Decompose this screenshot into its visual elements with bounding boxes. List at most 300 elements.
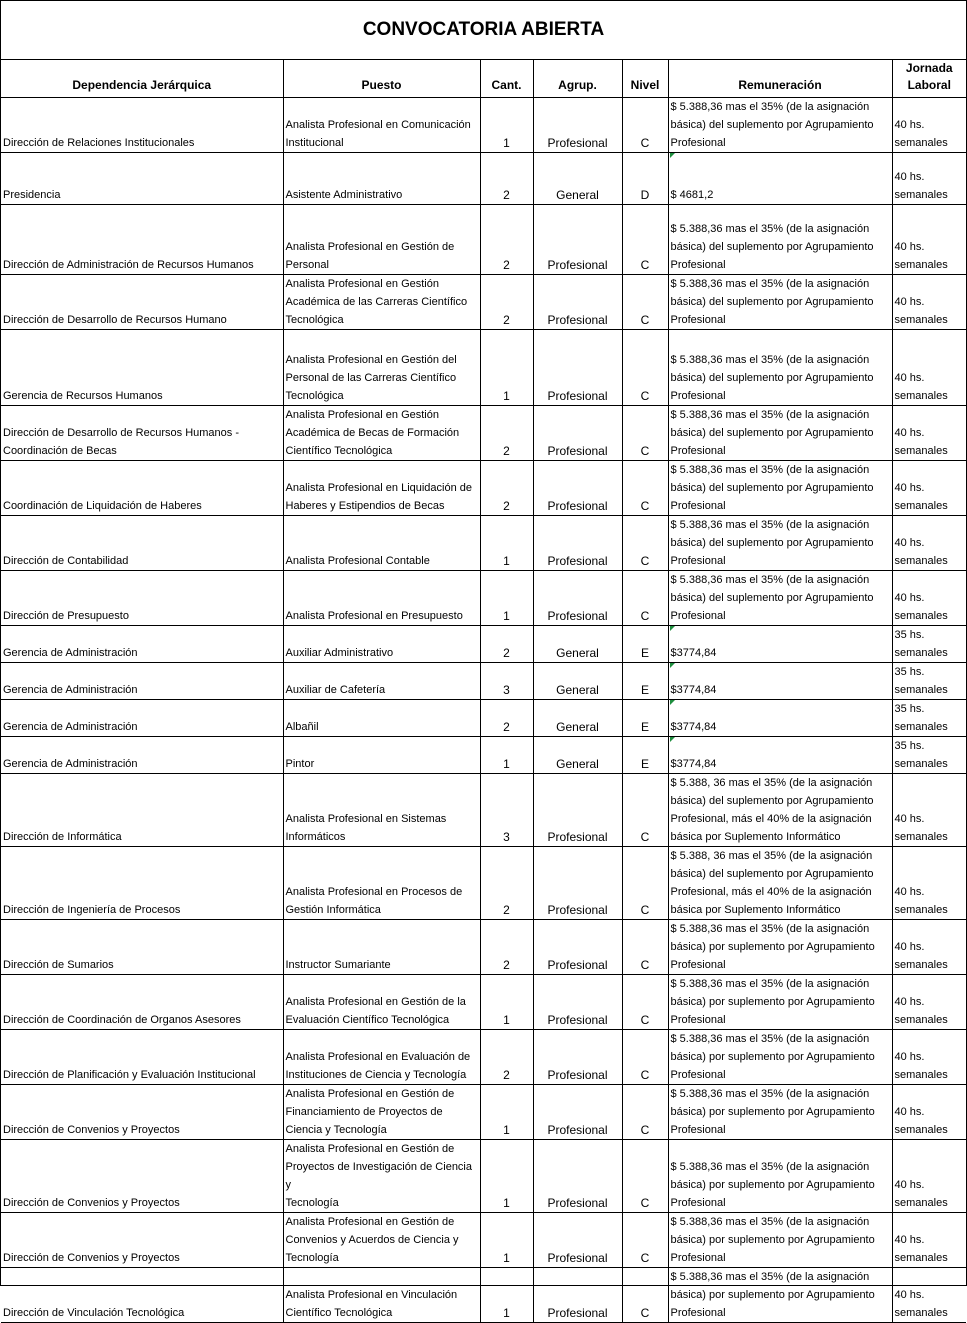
table-row — [1, 737, 966, 774]
puesto-cell-text: Analista Profesional en Gestión Académica de las Carreras Científico Tecnológica — [285, 278, 468, 326]
puesto-cell[interactable] — [283, 153, 480, 205]
dependencia-cell[interactable] — [1, 98, 283, 153]
table-row — [1, 1213, 966, 1268]
nivel-cell[interactable] — [622, 406, 668, 461]
dependencia-cell[interactable] — [1, 571, 283, 626]
puesto-cell-text: Analista Profesional en Gestión Académica de Becas de Formación Científico Tecnológica — [285, 409, 460, 457]
remuneracion-cell[interactable] — [668, 774, 892, 847]
agrupamiento-cell[interactable] — [533, 275, 622, 330]
jornada-cell-text: 40 hs. semanales — [894, 1289, 948, 1319]
agrupamiento-cell[interactable] — [533, 406, 622, 461]
cantidad-cell-text: 2 — [503, 444, 510, 458]
dependencia-cell-text: Gerencia de Administración — [3, 647, 138, 659]
dependencia-cell-text: Dirección de Relaciones Institucionales — [3, 137, 195, 149]
cantidad-cell-text: 2 — [503, 720, 510, 734]
cantidad-cell[interactable] — [480, 1140, 533, 1213]
puesto-cell-text: Analista Profesional en Gestión de Proyectos de Investigación de Ciencia y Tecnología — [285, 1143, 472, 1209]
agrupamiento-cell[interactable] — [533, 737, 622, 774]
remuneracion-cell[interactable] — [668, 275, 892, 330]
dependencia-cell[interactable] — [1, 847, 283, 920]
dependencia-cell[interactable] — [1, 153, 283, 205]
nivel-cell[interactable] — [622, 700, 668, 737]
cantidad-cell[interactable] — [480, 626, 533, 663]
jornada-cell-text: 35 hs. semanales — [894, 703, 948, 733]
puesto-cell[interactable] — [283, 847, 480, 920]
cantidad-cell-text: 1 — [503, 1123, 510, 1137]
nivel-cell-text: C — [640, 1068, 650, 1082]
cantidad-cell[interactable] — [480, 920, 533, 975]
agrupamiento-cell-text: General — [556, 188, 599, 202]
agrupamiento-cell[interactable] — [533, 1213, 622, 1268]
dependencia-cell[interactable] — [1, 920, 283, 975]
header-puesto: Puesto — [283, 60, 480, 98]
jornada-cell-text: 35 hs. semanales — [894, 666, 948, 696]
puesto-cell-text: Auxiliar de Cafetería — [285, 684, 386, 696]
nivel-cell[interactable] — [622, 330, 668, 406]
dependencia-cell-text: Dirección de Convenios y Proyectos — [3, 1252, 180, 1264]
agrupamiento-cell[interactable] — [533, 1268, 622, 1323]
cantidad-cell[interactable] — [480, 1030, 533, 1085]
jornada-cell[interactable] — [892, 1268, 966, 1323]
cantidad-cell-text: 3 — [503, 830, 510, 844]
puesto-cell[interactable] — [283, 1085, 480, 1140]
dependencia-cell-text: Dirección de Planificación y Evaluación Institucional — [3, 1069, 256, 1081]
cantidad-cell-text: 2 — [503, 646, 510, 660]
nivel-cell[interactable] — [622, 153, 668, 205]
jornada-cell[interactable] — [892, 774, 966, 847]
dependencia-cell[interactable] — [1, 1030, 283, 1085]
puesto-cell-text: Pintor — [285, 758, 315, 770]
jornada-cell[interactable] — [892, 626, 966, 663]
vacancies-table — [1, 60, 966, 1323]
puesto-cell-text: Analista Profesional en Vinculación Científico Tecnológica — [285, 1289, 458, 1319]
nivel-cell[interactable] — [622, 737, 668, 774]
jornada-cell-text: 40 hs. semanales — [894, 171, 948, 201]
agrupamiento-cell-text: Profesional — [547, 830, 608, 844]
jornada-cell-text: 40 hs. semanales — [894, 427, 948, 457]
agrupamiento-cell[interactable] — [533, 847, 622, 920]
agrupamiento-cell[interactable] — [533, 1085, 622, 1140]
nivel-cell[interactable] — [622, 920, 668, 975]
nivel-cell[interactable] — [622, 461, 668, 516]
dependencia-cell-text: Dirección de Vinculación Tecnológica — [3, 1307, 185, 1319]
puesto-cell[interactable] — [283, 663, 480, 700]
dependencia-cell[interactable] — [1, 406, 283, 461]
comment-indicator-icon — [670, 153, 675, 158]
remuneracion-cell-text: $ 5.388,36 mas el 35% (de la asignación básica) por suplemento por Agrupamiento Profesional — [670, 1088, 875, 1136]
remuneracion-cell-text: $3774,84 — [670, 721, 717, 733]
jornada-cell-text: 40 hs. semanales — [894, 592, 948, 622]
agrupamiento-cell-text: Profesional — [547, 136, 608, 150]
agrupamiento-cell[interactable] — [533, 920, 622, 975]
remuneracion-cell-text: $ 4681,2 — [670, 189, 714, 201]
cantidad-cell[interactable] — [480, 1213, 533, 1268]
puesto-cell-text: Analista Profesional en Gestión de Financiamiento de Proyectos de Ciencia y Tecnología — [285, 1088, 455, 1136]
remuneracion-cell-text: $ 5.388,36 mas el 35% (de la asignación básica) por suplemento por Agrupamiento Profesional — [670, 923, 875, 971]
puesto-cell[interactable] — [283, 920, 480, 975]
table-row — [1, 516, 966, 571]
dependencia-cell[interactable] — [1, 275, 283, 330]
agrupamiento-cell[interactable] — [533, 1030, 622, 1085]
table-row — [1, 571, 966, 626]
nivel-cell-text: C — [640, 554, 650, 568]
dependencia-cell[interactable] — [1, 1140, 283, 1213]
puesto-cell-text: Asistente Administrativo — [285, 189, 403, 201]
jornada-cell-text: 40 hs. semanales — [894, 296, 948, 326]
nivel-cell[interactable] — [622, 1085, 668, 1140]
cantidad-cell-text: 1 — [503, 554, 510, 568]
header-jornada: Jornada Laboral — [892, 60, 966, 98]
remuneracion-cell[interactable] — [668, 975, 892, 1030]
page-title: CONVOCATORIA ABIERTA — [1, 1, 966, 60]
puesto-cell[interactable] — [283, 700, 480, 737]
cantidad-cell[interactable] — [480, 205, 533, 275]
nivel-cell-text: C — [640, 1196, 650, 1210]
table-row — [1, 663, 966, 700]
nivel-cell-text: C — [640, 1013, 650, 1027]
remuneracion-cell[interactable] — [668, 516, 892, 571]
remuneracion-cell[interactable] — [668, 1085, 892, 1140]
table-row — [1, 98, 966, 153]
nivel-cell[interactable] — [622, 774, 668, 847]
dependencia-cell-text: Dirección de Convenios y Proyectos — [3, 1197, 180, 1209]
cantidad-cell[interactable] — [480, 737, 533, 774]
cantidad-cell[interactable] — [480, 330, 533, 406]
dependencia-cell[interactable] — [1, 737, 283, 774]
remuneracion-cell-text: $ 5.388,36 mas el 35% (de la asignación básica) del suplemento por Agrupamiento Profesional — [670, 574, 874, 622]
puesto-cell-text: Analista Profesional en Procesos de Gestión Informática — [285, 886, 463, 916]
jornada-cell-text: 35 hs. semanales — [894, 629, 948, 659]
table-row — [1, 153, 966, 205]
agrupamiento-cell-text: Profesional — [547, 389, 608, 403]
cantidad-cell-text: 3 — [503, 683, 510, 697]
puesto-cell-text: Analista Profesional en Sistemas Informáticos — [285, 813, 447, 843]
puesto-cell-text: Instructor Sumariante — [285, 959, 391, 971]
remuneracion-cell[interactable] — [668, 406, 892, 461]
dependencia-cell[interactable] — [1, 1268, 283, 1323]
jornada-cell-text: 40 hs. semanales — [894, 537, 948, 567]
cantidad-cell[interactable] — [480, 571, 533, 626]
jornada-cell[interactable] — [892, 920, 966, 975]
dependencia-cell-text: Dirección de Desarrollo de Recursos Humano — [3, 314, 227, 326]
agrupamiento-cell[interactable] — [533, 153, 622, 205]
nivel-cell-text: C — [640, 958, 650, 972]
dependencia-cell[interactable] — [1, 330, 283, 406]
jornada-cell[interactable] — [892, 700, 966, 737]
cantidad-cell[interactable] — [480, 153, 533, 205]
remuneracion-cell[interactable] — [668, 98, 892, 153]
table-row — [1, 406, 966, 461]
nivel-cell-text: C — [640, 1123, 650, 1137]
dependencia-cell-text: Gerencia de Administración — [3, 758, 138, 770]
remuneracion-cell[interactable] — [668, 700, 892, 737]
nivel-cell[interactable] — [622, 516, 668, 571]
puesto-cell-text: Analista Profesional en Gestión de Convenios y Acuerdos de Ciencia y Tecnología — [285, 1216, 459, 1264]
agrupamiento-cell-text: Profesional — [547, 1123, 608, 1137]
agrupamiento-cell-text: Profesional — [547, 258, 608, 272]
nivel-cell[interactable] — [622, 205, 668, 275]
nivel-cell[interactable] — [622, 1140, 668, 1213]
table-row — [1, 975, 966, 1030]
remuneracion-cell-text: $ 5.388,36 mas el 35% (de la asignación básica) del suplemento por Agrupamiento Profesional — [670, 223, 874, 271]
table-row — [1, 1140, 966, 1213]
remuneracion-cell[interactable] — [668, 1030, 892, 1085]
agrupamiento-cell[interactable] — [533, 774, 622, 847]
agrupamiento-cell-text: Profesional — [547, 313, 608, 327]
table-row — [1, 1030, 966, 1085]
agrupamiento-cell[interactable] — [533, 663, 622, 700]
puesto-cell[interactable] — [283, 571, 480, 626]
agrupamiento-cell[interactable] — [533, 1140, 622, 1213]
nivel-cell[interactable] — [622, 98, 668, 153]
jornada-cell-text: 40 hs. semanales — [894, 1234, 948, 1264]
jornada-cell-text: 40 hs. semanales — [894, 1179, 948, 1209]
cantidad-cell-text: 1 — [503, 609, 510, 623]
cantidad-cell[interactable] — [480, 461, 533, 516]
jornada-cell[interactable] — [892, 516, 966, 571]
jornada-cell-text: 40 hs. semanales — [894, 372, 948, 402]
agrupamiento-cell[interactable] — [533, 516, 622, 571]
cantidad-cell-text: 1 — [503, 136, 510, 150]
nivel-cell[interactable] — [622, 847, 668, 920]
puesto-cell[interactable] — [283, 406, 480, 461]
agrupamiento-cell-text: Profesional — [547, 903, 608, 917]
nivel-cell-text: C — [640, 609, 650, 623]
agrupamiento-cell-text: Profesional — [547, 609, 608, 623]
dependencia-cell-text: Dirección de Presupuesto — [3, 610, 129, 622]
jornada-cell[interactable] — [892, 847, 966, 920]
puesto-cell[interactable] — [283, 330, 480, 406]
agrupamiento-cell[interactable] — [533, 626, 622, 663]
dependencia-cell-text: Dirección de Desarrollo de Recursos Humanos - Coordinación de Becas — [3, 427, 239, 457]
nivel-cell-text: E — [640, 683, 649, 697]
remuneracion-cell-text: $3774,84 — [670, 647, 717, 659]
nivel-cell[interactable] — [622, 1030, 668, 1085]
cantidad-cell[interactable] — [480, 1268, 533, 1323]
dependencia-cell-text: Dirección de Coordinación de Organos Asesores — [3, 1014, 241, 1026]
jornada-cell-text: 40 hs. semanales — [894, 941, 948, 971]
puesto-cell-text: Analista Profesional en Gestión de la Evaluación Científico Tecnológica — [285, 996, 466, 1026]
nivel-cell-text: C — [640, 313, 650, 327]
remuneracion-cell[interactable] — [668, 847, 892, 920]
table-row — [1, 205, 966, 275]
nivel-cell[interactable] — [622, 1268, 668, 1323]
agrupamiento-cell[interactable] — [533, 330, 622, 406]
nivel-cell-text: C — [640, 136, 650, 150]
puesto-cell[interactable] — [283, 516, 480, 571]
cantidad-cell[interactable] — [480, 98, 533, 153]
nivel-cell[interactable] — [622, 1213, 668, 1268]
jornada-cell[interactable] — [892, 1213, 966, 1268]
cantidad-cell[interactable] — [480, 774, 533, 847]
jornada-cell[interactable] — [892, 205, 966, 275]
puesto-cell-text: Analista Profesional en Gestión de Personal — [285, 241, 455, 271]
dependencia-cell[interactable] — [1, 461, 283, 516]
dependencia-cell-text: Gerencia de Administración — [3, 721, 138, 733]
remuneracion-cell[interactable] — [668, 1140, 892, 1213]
cantidad-cell-text: 2 — [503, 1068, 510, 1082]
puesto-cell[interactable] — [283, 1030, 480, 1085]
cantidad-cell[interactable] — [480, 1085, 533, 1140]
nivel-cell[interactable] — [622, 663, 668, 700]
puesto-cell[interactable] — [283, 626, 480, 663]
cantidad-cell[interactable] — [480, 275, 533, 330]
dependencia-cell-text: Coordinación de Liquidación de Haberes — [3, 500, 202, 512]
remuneracion-cell-text: $ 5.388,36 mas el 35% (de la asignación básica) del suplemento por Agrupamiento Profesional — [670, 354, 874, 402]
agrupamiento-cell[interactable] — [533, 700, 622, 737]
agrupamiento-cell[interactable] — [533, 205, 622, 275]
remuneracion-cell[interactable] — [668, 663, 892, 700]
table-row — [1, 847, 966, 920]
puesto-cell[interactable] — [283, 737, 480, 774]
cantidad-cell-text: 2 — [503, 258, 510, 272]
agrupamiento-cell-text: Profesional — [547, 554, 608, 568]
puesto-cell-text: Analista Profesional Contable — [285, 555, 430, 567]
nivel-cell[interactable] — [622, 626, 668, 663]
jornada-cell[interactable] — [892, 406, 966, 461]
cantidad-cell[interactable] — [480, 516, 533, 571]
cantidad-cell[interactable] — [480, 847, 533, 920]
remuneracion-cell-text: $ 5.388, 36 mas el 35% (de la asignación básica) del suplemento por Agrupamiento Profesional, más el 40% de la asignación básica por Suplemento Informático — [670, 777, 874, 843]
puesto-cell[interactable] — [283, 1140, 480, 1213]
jornada-cell[interactable] — [892, 275, 966, 330]
puesto-cell[interactable] — [283, 205, 480, 275]
cantidad-cell-text: 1 — [503, 389, 510, 403]
nivel-cell-text: C — [640, 830, 650, 844]
puesto-cell-text: Analista Profesional en Liquidación de Haberes y Estipendios de Becas — [285, 482, 473, 512]
agrupamiento-cell[interactable] — [533, 461, 622, 516]
remuneracion-cell[interactable] — [668, 205, 892, 275]
remuneracion-cell[interactable] — [668, 1268, 892, 1323]
agrupamiento-cell-text: Profesional — [547, 1013, 608, 1027]
jornada-cell-text: 40 hs. semanales — [894, 996, 948, 1026]
remuneracion-cell[interactable] — [668, 626, 892, 663]
agrupamiento-cell-text: Profesional — [547, 1068, 608, 1082]
remuneracion-cell-text: $ 5.388,36 mas el 35% (de la asignación básica) por suplemento por Agrupamiento Profesional — [670, 1161, 875, 1209]
remuneracion-cell[interactable] — [668, 920, 892, 975]
jornada-cell[interactable] — [892, 461, 966, 516]
agrupamiento-cell[interactable] — [533, 571, 622, 626]
jornada-cell[interactable] — [892, 1085, 966, 1140]
nivel-cell[interactable] — [622, 571, 668, 626]
remuneracion-cell[interactable] — [668, 737, 892, 774]
agrupamiento-cell-text: General — [556, 757, 599, 771]
puesto-cell[interactable] — [283, 98, 480, 153]
puesto-cell-text: Albañil — [285, 721, 319, 733]
cantidad-cell[interactable] — [480, 406, 533, 461]
puesto-cell-text: Auxiliar Administrativo — [285, 647, 394, 659]
puesto-cell[interactable] — [283, 774, 480, 847]
puesto-cell[interactable] — [283, 275, 480, 330]
cantidad-cell[interactable] — [480, 700, 533, 737]
table-row — [1, 920, 966, 975]
puesto-cell-text: Analista Profesional en Gestión del Personal de las Carreras Científico Tecnológica — [285, 354, 457, 402]
jornada-cell[interactable] — [892, 571, 966, 626]
puesto-cell[interactable] — [283, 1213, 480, 1268]
jornada-cell[interactable] — [892, 98, 966, 153]
puesto-cell[interactable] — [283, 1268, 480, 1323]
dependencia-cell[interactable] — [1, 774, 283, 847]
nivel-cell-text: E — [640, 757, 649, 771]
header-remuneracion: Remuneración — [668, 60, 892, 98]
remuneracion-cell-text: $3774,84 — [670, 684, 717, 696]
comment-indicator-icon — [670, 737, 675, 742]
puesto-cell[interactable] — [283, 975, 480, 1030]
jornada-cell[interactable] — [892, 737, 966, 774]
remuneracion-cell[interactable] — [668, 571, 892, 626]
agrupamiento-cell-text: Profesional — [547, 1196, 608, 1210]
table-row — [1, 1085, 966, 1140]
dependencia-cell-text: Gerencia de Recursos Humanos — [3, 390, 163, 402]
nivel-cell[interactable] — [622, 275, 668, 330]
dependencia-cell-text: Dirección de Administración de Recursos Humanos — [3, 259, 254, 271]
jornada-cell-text: 40 hs. semanales — [894, 813, 948, 843]
remuneracion-cell-text: $ 5.388,36 mas el 35% (de la asignación básica) por suplemento por Agrupamiento Profesional — [670, 1033, 875, 1081]
remuneracion-cell-text: $ 5.388,36 mas el 35% (de la asignación básica) por suplemento por Agrupamiento Profesional — [670, 1271, 875, 1319]
jornada-cell-text: 35 hs. semanales — [894, 740, 948, 770]
header-dependencia: Dependencia Jerárquica — [1, 60, 283, 98]
header-cant: Cant. — [480, 60, 533, 98]
remuneracion-cell[interactable] — [668, 330, 892, 406]
cantidad-cell-text: 2 — [503, 313, 510, 327]
nivel-cell-text: E — [640, 720, 649, 734]
dependencia-cell[interactable] — [1, 626, 283, 663]
puesto-cell[interactable] — [283, 461, 480, 516]
jornada-cell[interactable] — [892, 975, 966, 1030]
jornada-cell-text: 40 hs. semanales — [894, 482, 948, 512]
remuneracion-cell[interactable] — [668, 1213, 892, 1268]
remuneracion-cell-text: $3774,84 — [670, 758, 717, 770]
dependencia-cell[interactable] — [1, 700, 283, 737]
dependencia-cell[interactable] — [1, 975, 283, 1030]
nivel-cell[interactable] — [622, 975, 668, 1030]
remuneracion-cell[interactable] — [668, 153, 892, 205]
cantidad-cell-text: 2 — [503, 188, 510, 202]
dependencia-cell[interactable] — [1, 205, 283, 275]
nivel-cell-text: C — [640, 258, 650, 272]
jornada-cell[interactable] — [892, 663, 966, 700]
dependencia-cell[interactable] — [1, 516, 283, 571]
cantidad-cell[interactable] — [480, 663, 533, 700]
agrupamiento-cell-text: General — [556, 720, 599, 734]
comment-indicator-icon — [670, 663, 675, 668]
cantidad-cell-text: 1 — [503, 1196, 510, 1210]
comment-indicator-icon — [670, 700, 675, 705]
cantidad-cell-text: 1 — [503, 1013, 510, 1027]
dependencia-cell[interactable] — [1, 1085, 283, 1140]
header-nivel: Nivel — [622, 60, 668, 98]
agrupamiento-cell[interactable] — [533, 98, 622, 153]
remuneracion-cell[interactable] — [668, 461, 892, 516]
cantidad-cell[interactable] — [480, 975, 533, 1030]
jornada-cell[interactable] — [892, 330, 966, 406]
jornada-cell[interactable] — [892, 1030, 966, 1085]
table-row — [1, 700, 966, 737]
agrupamiento-cell-text: Profesional — [547, 444, 608, 458]
agrupamiento-cell-text: General — [556, 683, 599, 697]
dependencia-cell[interactable] — [1, 1213, 283, 1268]
agrupamiento-cell-text: Profesional — [547, 499, 608, 513]
header-agrup: Agrup. — [533, 60, 622, 98]
dependencia-cell[interactable] — [1, 663, 283, 700]
table-row — [1, 774, 966, 847]
jornada-cell-text: 40 hs. semanales — [894, 886, 948, 916]
puesto-cell-text: Analista Profesional en Comunicación Institucional — [285, 119, 471, 149]
jornada-cell[interactable] — [892, 153, 966, 205]
table-row — [1, 1268, 966, 1323]
jornada-cell[interactable] — [892, 1140, 966, 1213]
agrupamiento-cell[interactable] — [533, 975, 622, 1030]
